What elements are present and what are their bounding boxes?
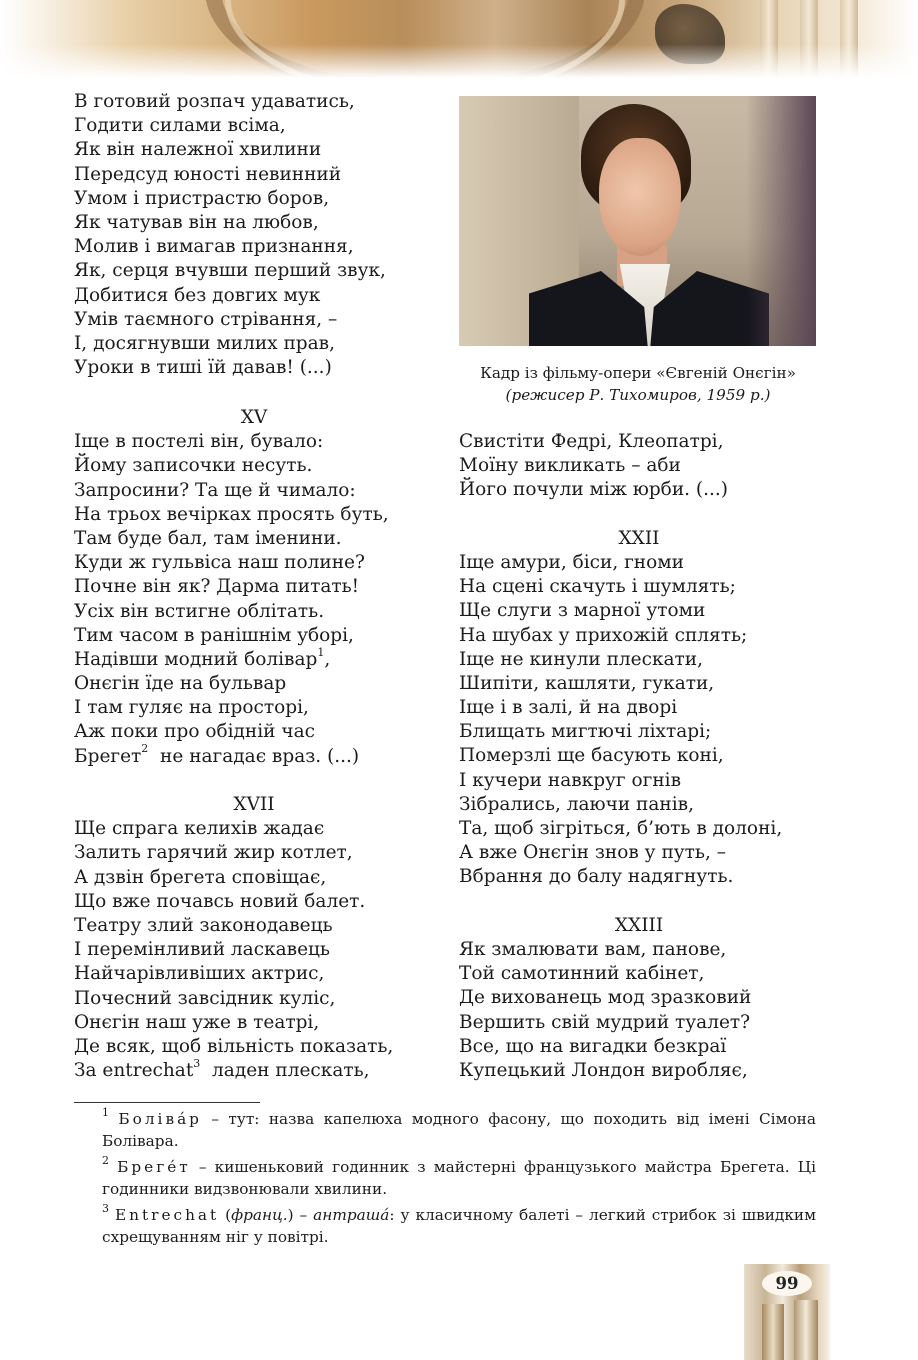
poem-line: Вершить свій мудрий туалет? <box>459 1011 751 1033</box>
poem-line: Вбрання до балу надягнуть. <box>459 866 734 888</box>
poem-line: Онєгін їде на бульвар <box>74 673 287 695</box>
poem-line: Померзлі ще басують коні, <box>459 745 724 767</box>
poem-line: І, досягнувши милих прав, <box>74 332 335 354</box>
footnote-text: – тут: назва капелюха модного фасону, що походить від імені Сімона Болівара. <box>102 1110 816 1150</box>
poem-line: Як чатував він на любов, <box>74 211 319 233</box>
poem-line: Що вже почавсь новий балет. <box>74 890 366 912</box>
poem-line: Купецький Лондон виробляє, <box>459 1059 748 1081</box>
poem-line: І перемінливий ласкавець <box>74 939 331 961</box>
poem-line: Як він належної хвилини <box>74 139 322 161</box>
footnote-text: : у класичному балеті – легкий стрибок зі швидким схрещуванням ніг у повітрі. <box>102 1206 816 1246</box>
poem-line: Іще в постелі він, бувало: <box>74 431 324 453</box>
poem-line: Де вихованець мод зразковий <box>459 987 752 1009</box>
poem-line: Ще спрага келихів жадає <box>74 818 325 840</box>
footnote-term: Болівáр <box>118 1110 202 1128</box>
poem-line: А дзвін брегета сповіщає, <box>74 866 327 888</box>
poem-right <box>459 430 819 1083</box>
poem-left-top <box>74 90 434 380</box>
poem-line: Зібрались, лаючи панів, <box>459 793 694 815</box>
poem-line: Умів таємного стрівання, – <box>74 308 338 330</box>
poem-line: Умом і пристрастю боров, <box>74 187 330 209</box>
poem-line: На трьох вечірках просять буть, <box>74 503 389 525</box>
poem-line: Іще амури, біси, гноми <box>459 551 684 573</box>
poem-left-bottom <box>74 406 434 1083</box>
poem-line: Залить гарячий жир котлет, <box>74 842 353 864</box>
poem-line: Як змалювати вам, панове, <box>459 938 727 960</box>
footnote-text: ) – <box>287 1206 314 1224</box>
footnote-3 <box>74 1201 816 1248</box>
poem-line: Моїну викликать – аби <box>459 455 681 477</box>
poem-line: Його почули між юрби. (...) <box>459 479 728 501</box>
arch-inner-decoration <box>225 0 625 78</box>
header-decoration <box>0 0 918 78</box>
stanza-gap <box>459 890 819 914</box>
poem-line: Аж поки про обідній час <box>74 721 316 743</box>
poem-line: Свистіти Федрі, Клеопатрі, <box>459 431 724 452</box>
poem-line: Добитися без довгих мук <box>74 284 321 306</box>
stanza-number: XVII <box>233 794 275 815</box>
line-text: Надівши модний болівар <box>74 648 318 670</box>
poem-line: Тим часом в ранішнім уборі, <box>74 624 354 646</box>
line-punct: , <box>324 648 331 670</box>
poem-line: Де всяк, щоб вільність показать, <box>74 1035 394 1057</box>
poem-line: Молив і вимагав признання, <box>74 236 354 258</box>
footnote-divider <box>74 1102 260 1103</box>
poem-line: І кучери навкруг огнів <box>459 769 681 791</box>
column-decoration <box>840 0 858 78</box>
poem-line: Найчарівливіших актрис, <box>74 963 325 985</box>
poem-line <box>74 742 434 769</box>
footnote-term-italic: антрашá <box>313 1206 390 1224</box>
poem-line: Іще і в залі, й на дворі <box>459 697 678 719</box>
column-decoration <box>760 0 778 78</box>
line-text: Брегет <box>74 745 142 767</box>
figure-caption <box>455 362 821 406</box>
poem-line: Почесний завсідник куліс, <box>74 987 336 1009</box>
poem-line: Та, щоб зігріться, б’ють в долоні, <box>459 818 783 839</box>
footnote-marker: 1 <box>317 645 325 659</box>
line-text: не нагадає враз. (...) <box>160 745 360 767</box>
poem-line: Куди ж гульвіса наш полине? <box>74 552 365 574</box>
poem-line: Іще не кинули плескати, <box>459 648 703 670</box>
poem-line <box>74 1056 434 1083</box>
footnote-number: 3 <box>102 1201 109 1215</box>
poem-line: На сцені скачуть і шумлять; <box>459 576 736 598</box>
caption-title: Кадр із фільму-опери «Євгеній Онєгін» <box>480 364 796 382</box>
stanza-number: XXII <box>618 527 660 549</box>
stanza-gap <box>74 769 434 793</box>
poem-line <box>74 645 434 672</box>
angel-statue-decoration <box>655 4 725 64</box>
poem-line: Почне він як? Дарма питать! <box>74 576 360 598</box>
poem-line: Годити силами всіма, <box>74 115 286 137</box>
poem-line: Запросини? Та ще й чимало: <box>74 479 356 501</box>
poem-line: І там гуляє на просторі, <box>74 697 309 719</box>
stanza-gap <box>459 503 819 527</box>
footnote-number: 1 <box>102 1105 109 1119</box>
poem-line: Передсуд юності невинний <box>74 163 342 185</box>
footnote-lang: франц. <box>231 1206 288 1224</box>
footnote-text: – кишеньковий годинник з майстерні французького майстра Брегета. Ці годинники видзвонювали хвилини. <box>102 1158 816 1198</box>
poem-line: Шипіти, кашляти, гукати, <box>459 672 715 694</box>
line-text: За entrechat <box>74 1060 194 1082</box>
footnote-text: ( <box>219 1206 232 1224</box>
column-decoration <box>800 0 818 78</box>
poem-line: Онєгін наш уже в театрі, <box>74 1011 320 1033</box>
footnote-2 <box>74 1153 816 1200</box>
footnote-1 <box>74 1105 816 1152</box>
film-still-image <box>459 96 816 346</box>
poem-line: Все, що на вигадки безкраї <box>459 1035 727 1057</box>
poem-line: Йому записочки несуть. <box>74 455 313 477</box>
poem-line: Театру злий законодавець <box>74 914 333 936</box>
footnote-term: Брегéт <box>117 1158 191 1176</box>
poem-line: В готовий розпач удаватись, <box>74 91 355 112</box>
footnote-marker: 2 <box>141 742 149 756</box>
stanza-number: XV <box>240 407 268 428</box>
line-text: ладен плескать, <box>212 1060 370 1082</box>
poem-line: Блищать мигтючі ліхтарі; <box>459 721 712 743</box>
poem-line: Ще слуги з марної утоми <box>459 600 706 622</box>
footnote-marker: 3 <box>193 1056 201 1070</box>
poem-line: Той самотинний кабінет, <box>459 963 705 985</box>
poem-line: На шубах у прихожій сплять; <box>459 624 748 646</box>
footnote-number: 2 <box>102 1153 109 1167</box>
poem-line: Як, серця вчувши перший звук, <box>74 260 386 282</box>
poem-line: Уроки в тиші їй давав! (...) <box>74 357 332 379</box>
stanza-number: XXIII <box>614 914 664 936</box>
page-number: 99 <box>762 1271 812 1296</box>
poem-line: Там буде бал, там іменини. <box>74 527 342 549</box>
poem-line: Усіх він встигне облітать. <box>74 600 325 622</box>
poem-line: А вже Онєгін знов у путь, – <box>459 842 726 864</box>
caption-credit: (режисер Р. Тихомиров, 1959 р.) <box>505 386 771 404</box>
footnote-term: Entrechat <box>114 1206 220 1224</box>
